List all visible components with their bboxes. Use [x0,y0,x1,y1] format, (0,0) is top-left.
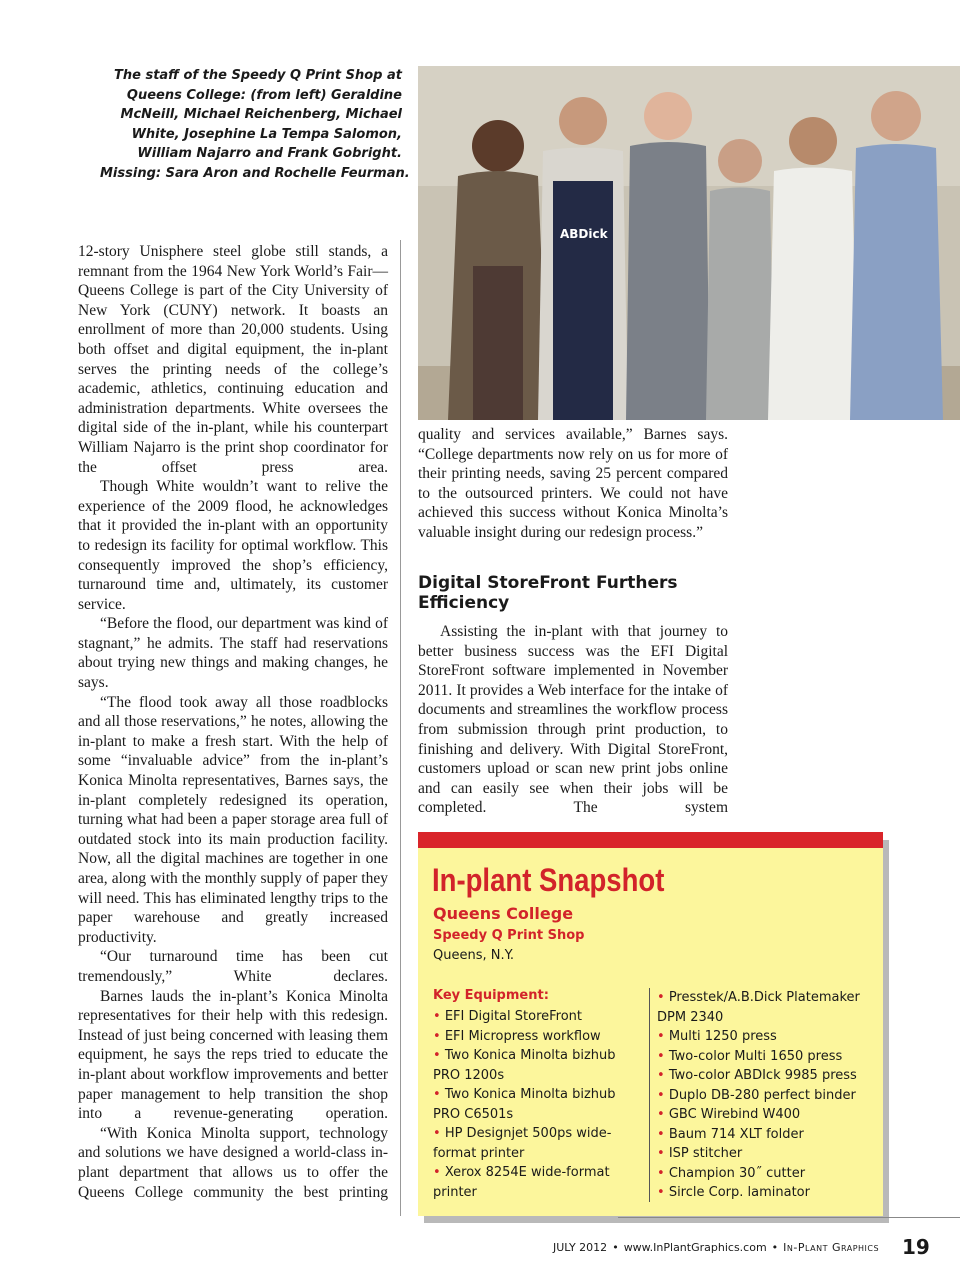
equipment-item-text [433,1163,638,1183]
paragraph: “Before the flood, our department was kind of stagnant,” he admits. The staff had reservations about trying new things and making changes, he says. [78,615,388,692]
equipment-item [657,1105,872,1125]
equipment-item-label: DPM 2340 [657,1009,724,1025]
equipment-item [657,1027,872,1047]
article-column-1 [78,242,388,1202]
equipment-item [433,1124,638,1163]
sidebar-divider [649,988,650,1202]
equipment-item [657,1086,872,1106]
equipment-item-text [433,1144,638,1164]
footer-date: JULY 2012 [553,1241,608,1254]
equipment-item-text [433,1085,638,1105]
footer-rule [618,1217,960,1218]
equipment-item [657,1144,872,1164]
equipment-item-text [657,1125,872,1145]
equipment-item-label: HP Designjet 500ps wide- [444,1126,612,1141]
bullet-icon: • [433,1028,441,1044]
bullet-icon: • [657,1087,665,1103]
equipment-item [657,1047,872,1067]
bullet-icon: • [657,1146,665,1161]
bullet-icon: • [657,990,665,1005]
equipment-item-text [657,1027,872,1047]
sidebar-location: Queens, N.Y. [433,948,515,963]
equipment-item [657,1125,872,1145]
equipment-item-text [433,1066,638,1086]
bullet-icon: • [657,1126,665,1142]
equipment-item-label: Two-color Multi 1650 press [668,1048,843,1064]
bullet-icon: • [657,1068,665,1083]
footer-url: www.InPlantGraphics.com [623,1241,767,1254]
caption-line: William Najarro and Frank Gobright. [137,146,402,161]
caption-line: The staff of the Speedy Q Print Shop at [113,68,402,83]
sidebar-school: Queens College [433,904,574,923]
equipment-list-left [433,1007,638,1202]
equipment-item-text [657,1164,872,1184]
bullet-icon: • [657,1107,665,1122]
bullet-icon: • [433,1165,441,1180]
equipment-item-label: Two Konica Minolta bizhub [444,1087,616,1102]
apron-logo: ABDick [560,227,608,241]
equipment-item-label: Champion 30˝ cutter [668,1165,806,1181]
equipment-item-text [433,1007,638,1027]
equipment-item [433,1085,638,1124]
paragraph: “With Konica Minolta support, technology and solutions we have designed a world-class in-plant department that allows us to offer the Queens College community the best printing [78,1124,388,1201]
equipment-item-label: printer [433,1184,477,1200]
equipment-item [433,1163,638,1202]
equipment-item [657,1183,872,1203]
paragraph: quality and services available,” Barnes says. “College departments now rely on us for more of their printing needs, saving 25 percent compared to the outsourced printers. We could not have achieved this success without Konica Minolta’s valuable insight during our redesign process.” [418,426,728,541]
footer-publication: In-Plant Graphics [783,1241,880,1254]
sidebar-shop: Speedy Q Print Shop [433,928,585,943]
bullet-icon: • [433,1009,441,1024]
equipment-item-text [433,1046,638,1066]
equipment-item-label: format printer [433,1145,525,1161]
equipment-item-label: PRO 1200s [433,1067,505,1083]
equipment-list-right [657,988,872,1203]
equipment-item-label: Two-color ABDIck 9985 press [668,1068,857,1083]
equipment-item-text [657,1144,872,1164]
equipment-item-label: EFI Digital StoreFront [444,1009,583,1024]
caption-line: Missing: Sara Aron and Rochelle Feurman. [100,165,410,181]
equipment-item-text [657,1105,872,1125]
bullet-icon: • [433,1087,441,1102]
equipment-item-label: Baum 714 XLT folder [668,1126,804,1142]
sidebar-top-bar [418,832,883,848]
equipment-item-label: Xerox 8254E wide-format [444,1165,610,1180]
footer-separator: • [612,1241,619,1254]
equipment-item-label: Two Konica Minolta bizhub [444,1048,616,1063]
article-column-2 [418,425,728,543]
equipment-item-label: Duplo DB-280 perfect binder [668,1087,856,1103]
caption-line: Queens College: (from left) Geraldine [126,87,402,103]
equipment-item [657,1066,872,1086]
equipment-item-text [657,1008,872,1028]
equipment-item [657,1164,872,1184]
equipment-item [433,1027,638,1047]
sidebar-title: In-plant Snapshot [432,862,665,898]
equipment-item [433,1007,638,1027]
bullet-icon: • [433,1126,441,1141]
column-rule [400,240,401,1216]
paragraph: Assisting the in-plant with that journey to better business success was the EFI Digital StoreFront software implemented in November 2011. It provides a Web interface for the intake of documents and streamlines the workflow process from submission through print production, to finishing and delivery. With Digital StoreFront, customers upload or scan new print jobs online and can easily see when their jobs will be completed. The system [418,623,728,817]
equipment-item-text [657,988,872,1008]
equipment-item-text [657,1066,872,1086]
section-heading [418,573,738,613]
equipment-item-label: Sircle Corp. laminator [668,1185,810,1200]
paragraph: Though White wouldn’t want to relive the experience of the 2009 flood, he acknowledges that it provided the in-plant with an opportunity to redesign its facility for optimal workflow. This consequently improved the shop’s efficiency, turnaround time and, ultimately, its customer service. [78,478,388,613]
heading-line: Digital StoreFront Furthers [418,573,678,593]
equipment-item-label: ISP stitcher [668,1146,743,1161]
key-equipment-label: Key Equipment: [433,988,549,1003]
caption-line: White, Josephine La Tempa Salomon, [131,126,402,142]
bullet-icon: • [657,1048,665,1064]
equipment-item-label: GBC Wirebind W400 [668,1107,801,1122]
equipment-item-text [433,1105,638,1125]
equipment-item-label: EFI Micropress workflow [444,1028,601,1044]
equipment-item-text [657,1086,872,1106]
equipment-item-text [433,1124,638,1144]
bullet-icon: • [433,1048,441,1063]
paragraph: “The flood took away all those roadblocks and all those reservations,” he notes, allowing the in-plant to make a fresh start. With the help of some “invaluable advice” from the in-plant’s Konica Minolta representatives, Barnes says, the in-plant completely redesigned its operation, turning what had been a paper storage area full of outdated stock into its main production facility. Now, all the digital machines are together in one area, along with the monthly supply of paper they will need. This has eliminated lengthy trips to the paper warehouse and greatly increased productivity. [78,693,388,946]
staff-photo [418,66,960,420]
equipment-item [433,1046,638,1085]
equipment-item-label: Multi 1250 press [668,1029,777,1044]
page-footer [553,1241,879,1254]
caption-line: McNeill, Michael Reichenberg, Michael [120,107,402,122]
paragraph: “Our turnaround time has been cut tremendously,” White declares. [78,948,388,985]
bullet-icon: • [657,1185,665,1200]
equipment-item-label: Presstek/A.B.Dick Platemaker [668,990,860,1005]
equipment-item-text [657,1183,872,1203]
page-number: 19 [902,1235,930,1259]
paragraph: 12-story Unisphere steel globe still stands, a remnant from the 1964 New York World’s Fair—Queens College is part of the City University of New York (CUNY) network. It boasts an enrollment of more than 20,000 students. Using both offset and digital equipment, the in-plant serves the printing needs of the college’s academic, athletics, continuing education and administration departments. White oversees the digital side of the in-plant, while his counterpart William Najarro is the print shop coordinator for the offset press area. [78,243,388,476]
equipment-item [657,988,872,1027]
equipment-item-text [433,1027,638,1047]
equipment-item-label: PRO C6501s [433,1106,514,1122]
footer-separator: • [771,1241,779,1254]
inplant-snapshot-box [418,832,883,1216]
paragraph: Barnes lauds the in-plant’s Konica Minolta representatives for their help with this redesign. Instead of just being concerned with leasing them equipment, he says the reps tried to educate the in-plant about workflow improvements and better paper management to help transition the shop into a revenue-generating operation. [78,987,388,1123]
bullet-icon: • [657,1165,665,1181]
equipment-item-text [433,1183,638,1203]
bullet-icon: • [657,1029,665,1044]
article-column-3 [418,622,728,818]
heading-line: Efficiency [418,593,510,613]
photo-caption [100,66,410,183]
equipment-item-text [657,1047,872,1067]
